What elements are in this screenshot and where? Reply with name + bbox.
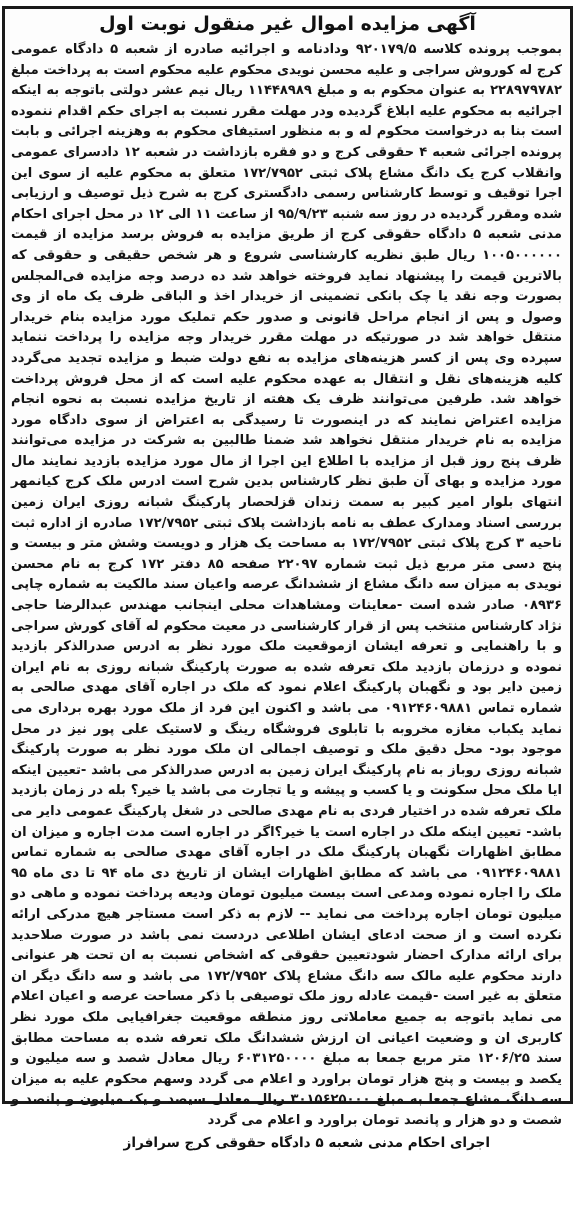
notice-signature: اجرای احکام مدنی شعبه ۵ دادگاه حقوقی کرج سرافراز xyxy=(123,1135,490,1152)
notice-title: آگهی مزایده اموال غیر منقول نوبت اول xyxy=(99,13,476,35)
auction-notice xyxy=(2,6,573,1152)
notice-body: بموجب پرونده کلاسه ۹۲۰۱۷۹/۵ ودادنامه و اجرائیه صادره از شعبه ۵ دادگاه عمومی کرج له کوروش سراجی و علیه محسن نویدی محکوم علیه محکوم است به پرداخت مبلغ ۲۲۸۹۷۹۷۸۲ به عنوان محکوم به و مبلغ ۱۱۴۴۸۹۸۹ ریال نیم عشر دولتی باتوجه به اینکه اجرائیه به محکوم علیه ابلاغ گردیده ودر مهلت مقرر نسبت به اجرای حکم اقدام ننموده است بنا به درخواست محکوم له و به منظور استیفای محکوم به وهزینه اجرائی و بابت پرونده اجرائی شعبه ۴ حقوقی کرج و دو فقره بازداشت در شعبه ۱۲ دادسرای عمومی وانقلاب کرج یک دانگ مشاع پلاک ثبتی ۱۷۲/۷۹۵۲ متعلق به محکوم علیه از سوی این اجرا توقیف و توسط کارشناس رسمی دادگستری کرج به شرح ذیل توصیف و ارزیابی شده ومقرر گردیده در روز سه شنبه ۹۵/۹/۲۳ از ساعت ۱۱ الی ۱۲ در محل اجرای احکام مدنی شعبه ۵ دادگاه حقوقی کرج از طریق مزایده به فروش برسد مزایده از قیمت ۱۰۰۵۰۰۰۰۰۰ ریال طبق نظریه کارشناسی شروع و هر شخص حقیقی و حقوقی که بالاترین قیمت را پیشنهاد نماید فروخته خواهد شد ده درصد وجه مزایده فی‌المجلس بصورت وجه نقد یا چک بانکی تضمینی از خریدار اخذ و الباقی ظرف یک ماه از وی وصول و پس از انجام مراحل قانونی و صدور حکم تملیک مورد مزایده بنام خریدار منتقل خواهد شد در صورتیکه در مهلت مقرر خریدار وجه مزایده را پرداخت ننماید سپرده وی پس از کسر هزینه‌های مزایده به نفع دولت ضبط و مزایده تجدید می‌گردد کلیه هزینه‌های نقل و انتقال به عهده محکوم علیه است که از محل فروش پرداخت خواهد شد. طرفین می‌توانند ظرف یک هفته از تاریخ مزایده نسبت به نحوه انجام مزایده اعتراض نمایند که در اینصورت تا رسیدگی به اعتراض از سوی دادگاه مورد مزایده به نام خریدار منتقل نخواهد شد ضمنا طالبین به شرکت در مزایده می‌توانند ظرف پنج روز قبل از مزایده با اطلاع این اجرا از مال مورد مزایده بازدید نمایند مال مورد مزایده و بهای آن طبق نظر کارشناس بدین شرح است ادرس ملک کرج کیانمهر انتهای بلوار امیر کبیر به سمت زندان قزلحصار پارکینگ شبانه روزی ایران زمین بررسی اسناد ومدارک عطف به نامه بازداشت پلاک ثبتی ۱۷۲/۷۹۵۲ صادره از اداره ثبت ناحیه ۳ کرج پلاک ثبتی ۱۷۲/۷۹۵۲ به مساحت یک هزار و دویست وشش متر و بیست و پنج دسی متر مربع ذیل ثبت شماره ۲۲۰۹۷ صفحه ۸۵ دفتر ۱۷۲ کرج به نام محسن نویدی به میزان سه دانگ مشاع از ششدانگ عرصه واعیان سند مالکیت به شماره چاپی ۰۸۹۳۶ صادر شده است -معاینات ومشاهدات محلی اینجانب مهندس عبدالرضا حاجی نژاد کارشناس منتخب پس از قرار کارشناسی در معیت محکوم له آقای کورش سراجی و با راهنمایی و تعرفه ایشان ازموقعیت ملک مورد نظر به ادرس صدرالذکر بازدید نموده و درزمان بازدید ملک تعرفه شده به صورت پارکینگ شبانه روزی به نام ایران زمین دایر بود و نگهبان پارکینگ اعلام نمود که ملک در اجاره آقای مهدی صالحی به شماره تماس ۰۹۱۲۴۶۰۹۸۸۱ می باشد و اکنون این فرد از ملک مورد بهره برداری می نماید یکباب مغازه مخروبه با تابلوی فروشگاه رینگ و لاستیک علی پور نیز در محل موجود بود- محل دقیق ملک و توصیف اجمالی ان ملک مورد نظر به صورت پارکینگ شبانه روزی روباز به نام پارکینگ ایران زمین به ادرس صدرالذکر می باشد -تعیین اینکه ایا ملک محل سکونت و یا کسب و پیشه و یا تجارت می باشد یا خیر؟ بله در زمان بازدید ملک تعرفه شده در اختیار فردی به نام مهدی صالحی در شغل پارکینگ عمومی دایر می باشد- تعیین اینکه ملک در اجاره است یا خیر؟اگر در اجاره است مدت اجاره و میزان ان مطابق اظهارات نگهبان پارکینگ ملک در اجاره آقای مهدی صالحی به شماره تماس ۰۹۱۲۴۶۰۹۸۸۱ می باشد که مطابق اظهارات ایشان از تاریخ دی ماه ۹۴ تا دی ماه ۹۵ ملک را اجاره نموده ومدعی است بیست میلیون تومان ودیعه پرداخت نموده و ماهی دو میلیون تومان اجاره پرداخت می نماید -- لازم به ذکر است مستاجر هیچ مدرکی ارائه نکرده است و از صحت ادعای ایشان اطلاعی دردست نمی باشد در صورت صلاحدید برای ارائه مدارک احضار شودتعیین حقوقی که اشخاص نسبت به ان تحت هر عنوانی دارند محکوم علیه مالک سه دانگ مشاع پلاک ۱۷۲/۷۹۵۲ می باشد و سه دانگ دیگر ان متعلق به غیر است -قیمت عادله روز ملک توصیفی با ذکر مساحت عرصه و اعیان اعلام می نماید باتوجه به جمیع معاملاتی روز منطقه موقعیت جغرافیایی ملک مورد نظر کاربری ان و وضعیت اعیانی ان ارزش ششدانگ ملک تعرفه شده به مساحت مطابق سند ۱۲۰۶/۲۵ متر مربع جمعا به مبلغ ۶۰۳۱۲۵۰۰۰۰ ریال معادل شصد و سه میلیون و یکصد و بیست و پنج هزار تومان براورد و اعلام می گردد وسهم محکوم علیه به میزان سه دانگ مشاع جمعا به مبلغ ۳۰۱۵۶۲۵۰۰۰ ریال معادل سیصد و یک میلیون و پانصد و شصت و دو هزار و پانصد تومان براورد و اعلام می گردد xyxy=(11,42,563,1128)
